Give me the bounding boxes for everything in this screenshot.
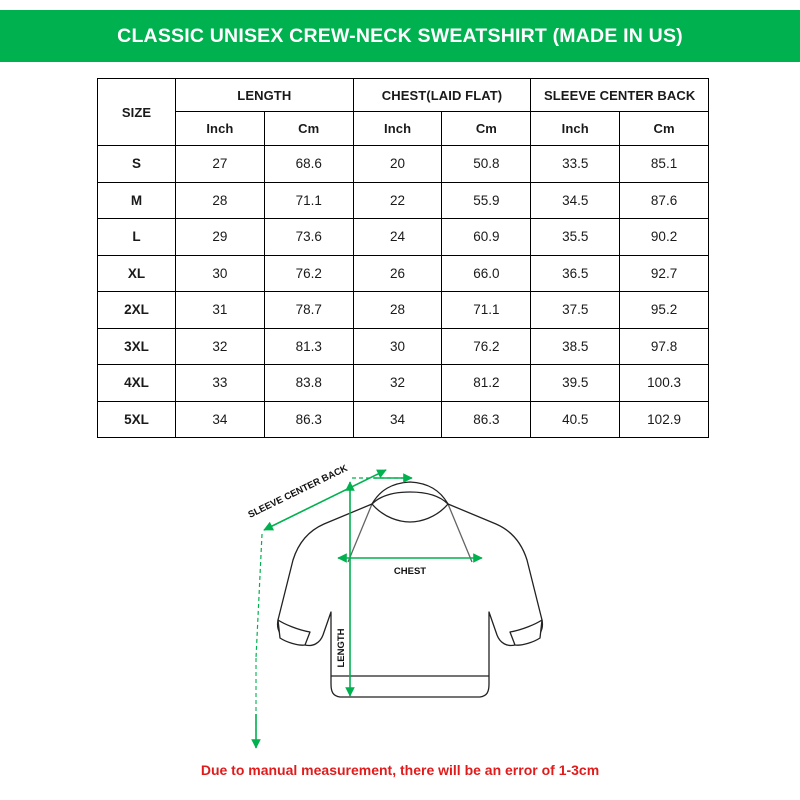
cell-sleeve-inch: 34.5 [531, 182, 620, 219]
cell-sleeve-cm: 90.2 [620, 219, 709, 256]
header-length: LENGTH [176, 79, 354, 112]
cell-chest-inch: 20 [353, 146, 442, 183]
cell-sleeve-cm: 87.6 [620, 182, 709, 219]
unit-sleeve-cm: Cm [620, 112, 709, 146]
cell-chest-inch: 30 [353, 328, 442, 365]
cell-chest-inch: 32 [353, 365, 442, 402]
cell-size: 4XL [98, 365, 176, 402]
unit-length-cm: Cm [264, 112, 353, 146]
cell-chest-cm: 71.1 [442, 292, 531, 329]
cell-sleeve-cm: 97.8 [620, 328, 709, 365]
cell-size: XL [98, 255, 176, 292]
cell-length-inch: 29 [176, 219, 265, 256]
cell-length-cm: 78.7 [264, 292, 353, 329]
cell-chest-inch: 24 [353, 219, 442, 256]
table-row [98, 292, 709, 329]
measurement-disclaimer: Due to manual measurement, there will be an error of 1-3cm [200, 762, 600, 778]
cell-chest-cm: 50.8 [442, 146, 531, 183]
cell-sleeve-inch: 35.5 [531, 219, 620, 256]
cell-chest-cm: 81.2 [442, 365, 531, 402]
cell-length-inch: 27 [176, 146, 265, 183]
cell-sleeve-cm: 85.1 [620, 146, 709, 183]
cell-length-inch: 34 [176, 401, 265, 438]
cell-length-cm: 86.3 [264, 401, 353, 438]
cell-chest-inch: 28 [353, 292, 442, 329]
cell-length-inch: 32 [176, 328, 265, 365]
table-row [98, 255, 709, 292]
header-sleeve: SLEEVE CENTER BACK [531, 79, 709, 112]
cell-chest-cm: 55.9 [442, 182, 531, 219]
cell-sleeve-inch: 37.5 [531, 292, 620, 329]
cell-chest-cm: 66.0 [442, 255, 531, 292]
table-unit-header-row [98, 112, 709, 146]
cell-length-cm: 76.2 [264, 255, 353, 292]
cell-chest-cm: 76.2 [442, 328, 531, 365]
length-label: LENGTH [336, 628, 347, 668]
table-row [98, 182, 709, 219]
header-banner [0, 10, 800, 62]
sweatshirt-outline [278, 482, 543, 697]
cell-size: S [98, 146, 176, 183]
table-row [98, 328, 709, 365]
cell-length-cm: 73.6 [264, 219, 353, 256]
unit-chest-inch: Inch [353, 112, 442, 146]
sweatshirt-illustration-svg [240, 452, 580, 762]
table-row [98, 401, 709, 438]
header-size: SIZE [98, 79, 176, 146]
table-row [98, 146, 709, 183]
cell-length-cm: 68.6 [264, 146, 353, 183]
size-table-wrapper [97, 78, 709, 438]
table-group-header-row [98, 79, 709, 112]
garment-diagram [240, 452, 580, 762]
cell-size: L [98, 219, 176, 256]
unit-length-inch: Inch [176, 112, 265, 146]
cell-length-inch: 31 [176, 292, 265, 329]
cell-sleeve-cm: 100.3 [620, 365, 709, 402]
cell-sleeve-cm: 92.7 [620, 255, 709, 292]
table-row [98, 219, 709, 256]
cell-size: 2XL [98, 292, 176, 329]
chest-label: CHEST [393, 566, 427, 577]
cell-chest-cm: 60.9 [442, 219, 531, 256]
cell-chest-inch: 26 [353, 255, 442, 292]
size-table [97, 78, 709, 438]
cell-sleeve-inch: 36.5 [531, 255, 620, 292]
cell-size: M [98, 182, 176, 219]
cell-size: 5XL [98, 401, 176, 438]
cell-sleeve-inch: 33.5 [531, 146, 620, 183]
cell-length-inch: 28 [176, 182, 265, 219]
cell-sleeve-inch: 38.5 [531, 328, 620, 365]
unit-sleeve-inch: Inch [531, 112, 620, 146]
page-title: CLASSIC UNISEX CREW-NECK SWEATSHIRT (MADE IN US) [117, 24, 683, 47]
table-body [98, 146, 709, 438]
cell-length-cm: 81.3 [264, 328, 353, 365]
cell-sleeve-cm: 95.2 [620, 292, 709, 329]
cell-chest-cm: 86.3 [442, 401, 531, 438]
cell-length-cm: 71.1 [264, 182, 353, 219]
cell-chest-inch: 22 [353, 182, 442, 219]
table-row [98, 365, 709, 402]
cell-length-inch: 30 [176, 255, 265, 292]
cell-length-inch: 33 [176, 365, 265, 402]
cell-length-cm: 83.8 [264, 365, 353, 402]
sleeve-label: SLEEVE CENTER BACK [246, 462, 350, 521]
unit-chest-cm: Cm [442, 112, 531, 146]
cell-chest-inch: 34 [353, 401, 442, 438]
cell-sleeve-inch: 39.5 [531, 365, 620, 402]
header-chest: CHEST(LAID FLAT) [353, 79, 531, 112]
cell-sleeve-cm: 102.9 [620, 401, 709, 438]
cell-sleeve-inch: 40.5 [531, 401, 620, 438]
cell-size: 3XL [98, 328, 176, 365]
